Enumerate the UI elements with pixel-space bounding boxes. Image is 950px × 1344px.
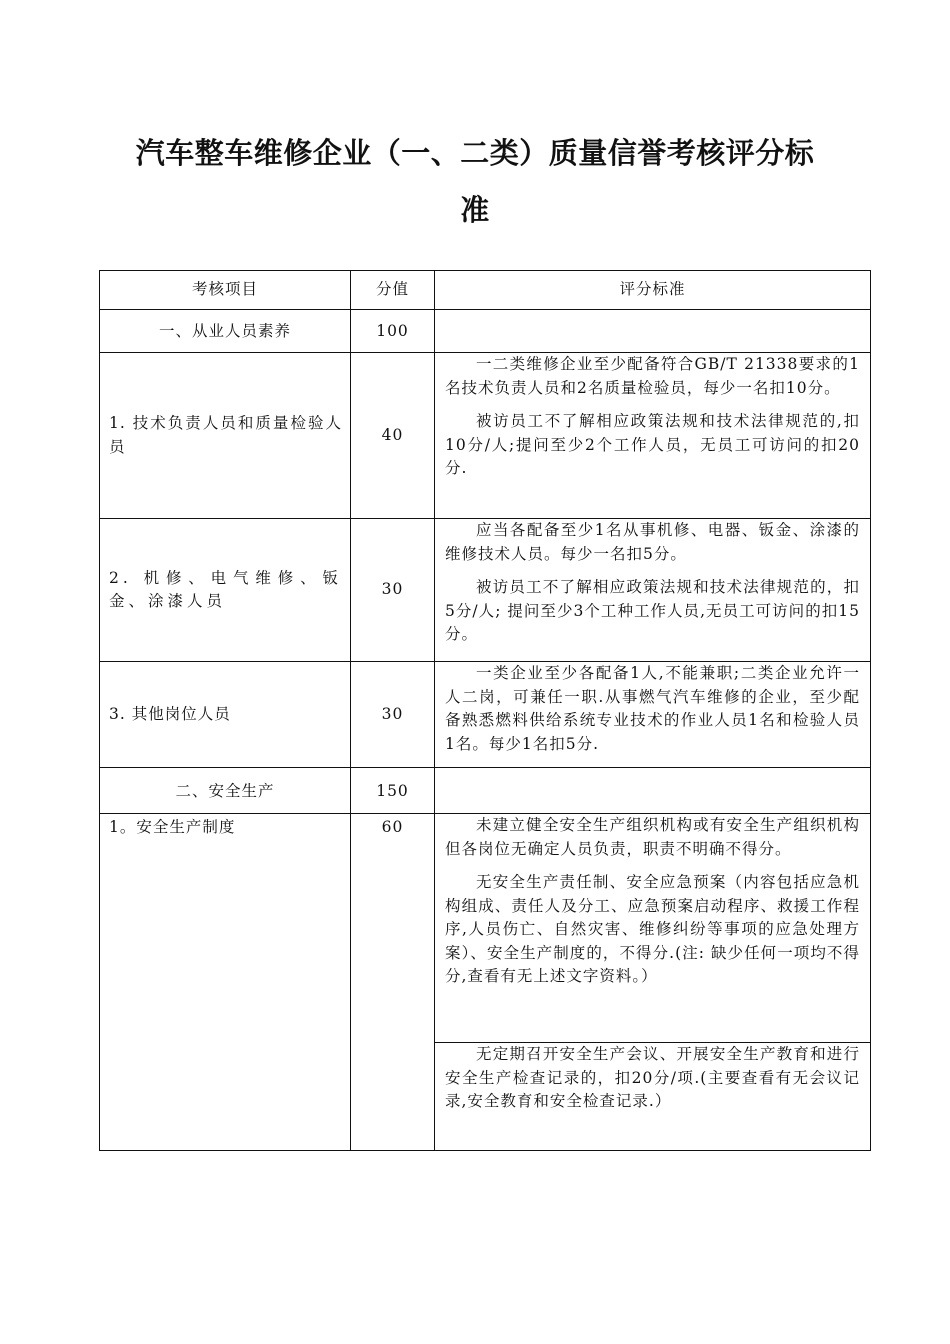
item-cell: 1. 技术负责人员和质量检验人员 <box>100 353 351 519</box>
item-cell: 1。安全生产制度 <box>100 814 351 1151</box>
criteria-paragraph: 一二类维修企业至少配备符合GB/T 21338要求的1名技术负责人员和2名质量检验员，每少一名扣10分。 <box>445 355 860 397</box>
header-score: 分值 <box>351 271 435 310</box>
document-title-line2: 准 <box>460 193 490 227</box>
section-score: 150 <box>351 768 435 814</box>
score-cell: 30 <box>351 662 435 768</box>
criteria-paragraph: 未建立健全安全生产组织机构或有安全生产组织机构但各岗位无确定人员负责，职责不明确不得分。 <box>445 816 860 858</box>
criteria-cell <box>435 353 871 519</box>
section-score: 100 <box>351 310 435 353</box>
section-label: 一、从业人员素养 <box>100 310 351 353</box>
score-cell: 40 <box>351 353 435 519</box>
criteria-cell <box>435 519 871 662</box>
table-row <box>100 353 871 519</box>
document-title-line1: 汽车整车维修企业（一、二类）质量信誉考核评分标 <box>135 136 815 170</box>
header-criteria: 评分标准 <box>435 271 871 310</box>
item-cell: 2. 机修、电气维修、钣金、涂漆人员 <box>100 519 351 662</box>
table-header-row <box>100 271 871 310</box>
criteria-cell <box>435 814 871 1043</box>
criteria-paragraph: 一类企业至少各配备1人,不能兼职;二类企业允许一人二岗，可兼任一职.从事燃气汽车维修的企业，至少配备熟悉燃料供给系统专业技术的作业人员1名和检验人员1名。每少1名扣5分. <box>445 664 860 753</box>
scoring-table <box>99 270 871 1151</box>
table-row <box>100 662 871 768</box>
header-item: 考核项目 <box>100 271 351 310</box>
criteria-cell <box>435 662 871 768</box>
section-row-1 <box>100 310 871 353</box>
table-row <box>100 519 871 662</box>
criteria-paragraph: 应当各配备至少1名从事机修、电器、钣金、涂漆的维修技术人员。每少一名扣5分。 <box>445 521 860 563</box>
table-row <box>100 814 871 1043</box>
section-label: 二、安全生产 <box>100 768 351 814</box>
item-cell: 3. 其他岗位人员 <box>100 662 351 768</box>
criteria-paragraph: 无定期召开安全生产会议、开展安全生产教育和进行安全生产检查记录的，扣20分/项.(主要查看有无会议记录,安全教育和安全检查记录.） <box>445 1045 860 1110</box>
section-criteria-empty <box>435 310 871 353</box>
score-cell: 30 <box>351 519 435 662</box>
section-row-2 <box>100 768 871 814</box>
criteria-paragraph: 被访员工不了解相应政策法规和技术法律规范的,扣10分/人;提问至少2个工作人员，无员工可访问的扣20分. <box>445 412 860 477</box>
criteria-paragraph: 被访员工不了解相应政策法规和技术法律规范的，扣5分/人; 提问至少3个工种工作人员,无员工可访问的扣15分。 <box>445 578 860 643</box>
criteria-paragraph: 无安全生产责任制、安全应急预案（内容包括应急机构组成、责任人及分工、应急预案启动程序、救援工作程序,人员伤亡、自然灾害、维修纠纷等事项的应急处理方案）、安全生产制度的，不得分.(注: 缺少任何一项均不得分,查看有无上述文字资料。） <box>445 873 860 985</box>
score-cell: 60 <box>351 814 435 1151</box>
section-criteria-empty <box>435 768 871 814</box>
criteria-cell <box>435 1043 871 1151</box>
